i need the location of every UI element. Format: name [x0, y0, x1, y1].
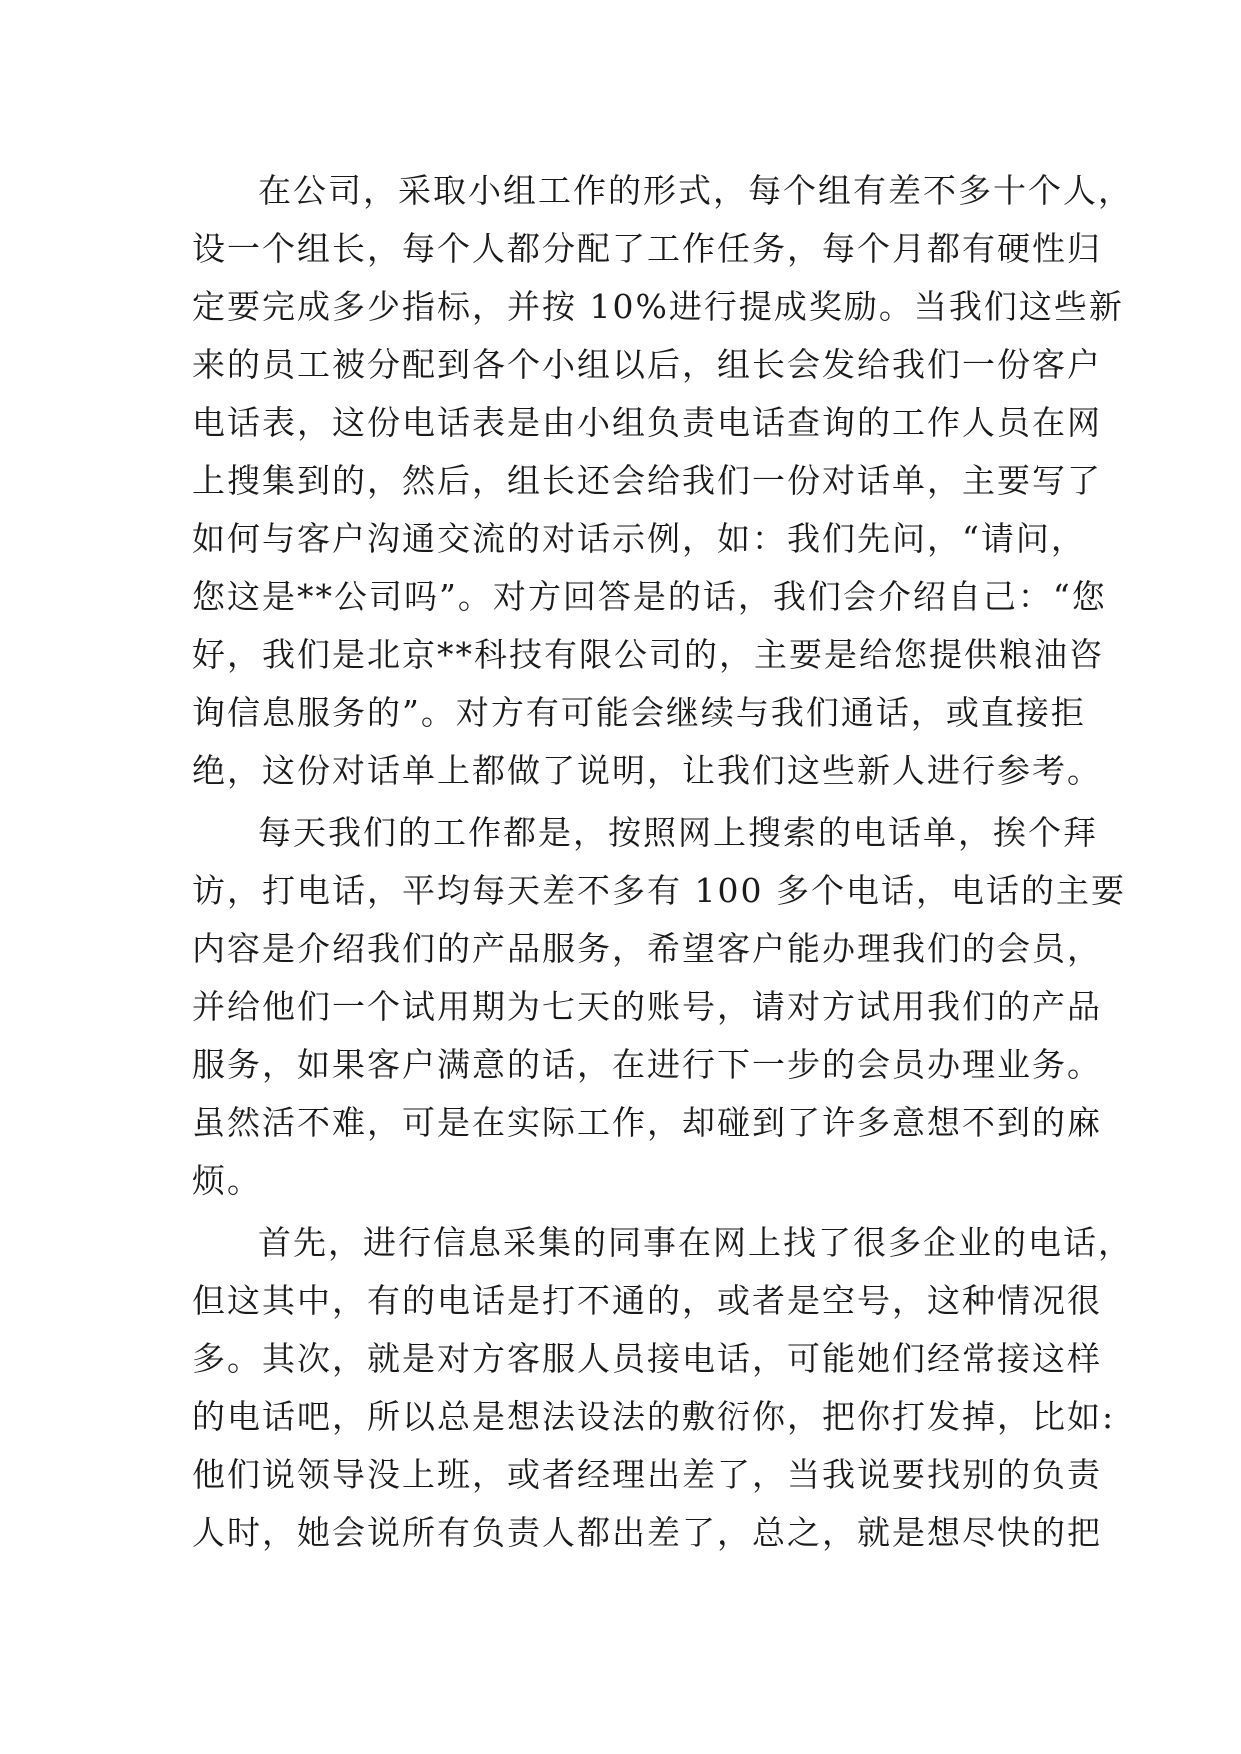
text-line: 每天我们的工作都是，按照网上搜索的电话单，挨个拜	[258, 813, 1098, 852]
text-line: 烦。	[192, 1161, 262, 1200]
text-line: 的电话吧，所以总是想法设法的敷衍你，把你打发掉，比如:	[192, 1397, 1116, 1436]
text-line: 绝，这份对话单上都做了说明，让我们这些新人进行参考。	[192, 751, 1102, 790]
text-line: 定要完成多少指标，并按 10%进行提成奖励。当我们这些新	[192, 287, 1124, 326]
document-body	[192, 162, 1133, 1562]
text-line: 人时，她会说所有负责人都出差了，总之，就是想尽快的把	[192, 1513, 1102, 1552]
text-line: 内容是介绍我们的产品服务，希望客户能办理我们的会员，	[192, 929, 1102, 968]
text-line: 在公司，采取小组工作的形式，每个组有差不多十个人，	[258, 171, 1133, 210]
text-line: 首先，进行信息采集的同事在网上找了很多企业的电话，	[258, 1223, 1133, 1262]
text-line: 服务，如果客户满意的话，在进行下一步的会员办理业务。	[192, 1045, 1102, 1084]
text-line: 电话表，这份电话表是由小组负责电话查询的工作人员在网	[192, 403, 1102, 442]
text-line: 来的员工被分配到各个小组以后，组长会发给我们一份客户	[192, 345, 1102, 384]
text-line: 虽然活不难，可是在实际工作，却碰到了许多意想不到的麻	[192, 1103, 1102, 1142]
text-line: 访，打电话，平均每天差不多有 100 多个电话，电话的主要	[192, 871, 1126, 910]
text-line: 他们说领导没上班，或者经理出差了，当我说要找别的负责	[192, 1455, 1102, 1494]
text-line: 如何与客户沟通交流的对话示例，如：我们先问，“请问，	[192, 519, 1086, 558]
text-line: 上搜集到的，然后，组长还会给我们一份对话单，主要写了	[192, 461, 1102, 500]
text-line: 并给他们一个试用期为七天的账号，请对方试用我们的产品	[192, 987, 1102, 1026]
text-line: 多。其次，就是对方客服人员接电话，可能她们经常接这样	[192, 1339, 1102, 1378]
text-line: 但这其中，有的电话是打不通的，或者是空号，这种情况很	[192, 1281, 1102, 1320]
paragraph-1	[192, 162, 1133, 800]
paragraph-3	[192, 1214, 1133, 1562]
text-line: 询信息服务的”。对方有可能会继续与我们通话，或直接拒	[192, 693, 1086, 732]
text-line: 您这是**公司吗”。对方回答是的话，我们会介绍自己：“您	[192, 577, 1107, 616]
text-line: 设一个组长，每个人都分配了工作任务，每个月都有硬性归	[192, 229, 1102, 268]
text-line: 好，我们是北京**科技有限公司的，主要是给您提供粮油咨	[192, 635, 1104, 674]
paragraph-2	[192, 804, 1126, 1210]
